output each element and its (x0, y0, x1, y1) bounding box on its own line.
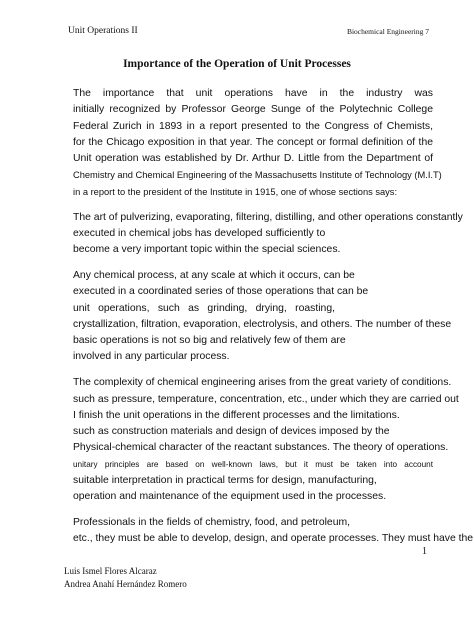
text-line: etc., they must be able to develop, design, and operate processes. They must have the (73, 533, 474, 545)
text-line: executed in chemical jobs has developed sufficiently to (73, 227, 326, 239)
text-line: executed in a coordinated series of those operations that can be (73, 286, 369, 298)
paragraph-1 (73, 86, 442, 200)
text-line: basic operations is not so big and relatively few of them are (73, 335, 346, 347)
text-line: The complexity of chemical engineering arises from the great variety of conditions. (73, 377, 452, 389)
text-line: Federal Zurich in 1893 in a report presented to the Congress of Chemists, (73, 120, 433, 132)
paragraph-4 (73, 375, 459, 505)
text-line: in a report to the president of the Institute in 1915, one of whose sections says: (73, 186, 398, 197)
text-line: unit operations, such as grinding, drying, roasting, (73, 302, 335, 314)
text-line: initially recognized by Professor George Sunge of the Polytechnic College (73, 104, 433, 116)
text-line: Professionals in the fields of chemistry, food, and petroleum, (73, 517, 351, 529)
text-line: crystallization, filtration, evaporation, electrolysis, and others. The number of these (73, 318, 452, 330)
document-title: Importance of the Operation of Unit Processes (123, 58, 351, 70)
footer-author-2: Andrea Anahí Hernández Romero (64, 578, 187, 589)
text-line: The art of pulverizing, evaporating, filtering, distilling, and other operations constantly (73, 211, 463, 223)
paragraph-3 (73, 268, 452, 366)
text-line: for the Chicago exposition in that year. The concept or formal definition of the (73, 136, 433, 148)
paragraph-2 (73, 210, 463, 259)
text-line: such as construction materials and design of devices imposed by the (73, 426, 390, 438)
header-subject: Biochemical Engineering 7 (346, 27, 429, 36)
paragraph-5 (73, 515, 474, 548)
text-line: I finish the unit operations in the different processes and the limitations. (73, 409, 400, 421)
header-course-title: Unit Operations II (68, 26, 138, 36)
text-line: Physical-chemical character of the reactant substances. The theory of operations. (73, 442, 449, 454)
text-line: The importance that unit operations have in the industry was (73, 88, 433, 99)
page-number: 1 (422, 546, 427, 557)
text-line: Any chemical process, at any scale at which it occurs, can be (73, 269, 355, 281)
footer-authors (64, 565, 187, 590)
footer-author-1: Luis Ismel Flores Alcaraz (64, 566, 157, 576)
text-line: unitary principles are based on well-known laws, but it must be taken into account (73, 459, 433, 469)
text-line: become a very important topic within the special sciences. (73, 244, 341, 256)
text-line: suitable interpretation in practical terms for design, manufacturing, (73, 475, 377, 487)
text-line: Chemistry and Chemical Engineering of the Massachusetts Institute of Technology (M.I.T) (73, 170, 442, 181)
text-line: Unit operation was established by Dr. Arthur D. Little from the Department of (73, 153, 433, 165)
document-body (73, 86, 474, 548)
text-line: involved in any particular process. (73, 351, 230, 363)
text-line: such as pressure, temperature, concentration, etc., under which they are carried out (73, 393, 459, 405)
text-line: operation and maintenance of the equipment used in the processes. (73, 491, 387, 503)
